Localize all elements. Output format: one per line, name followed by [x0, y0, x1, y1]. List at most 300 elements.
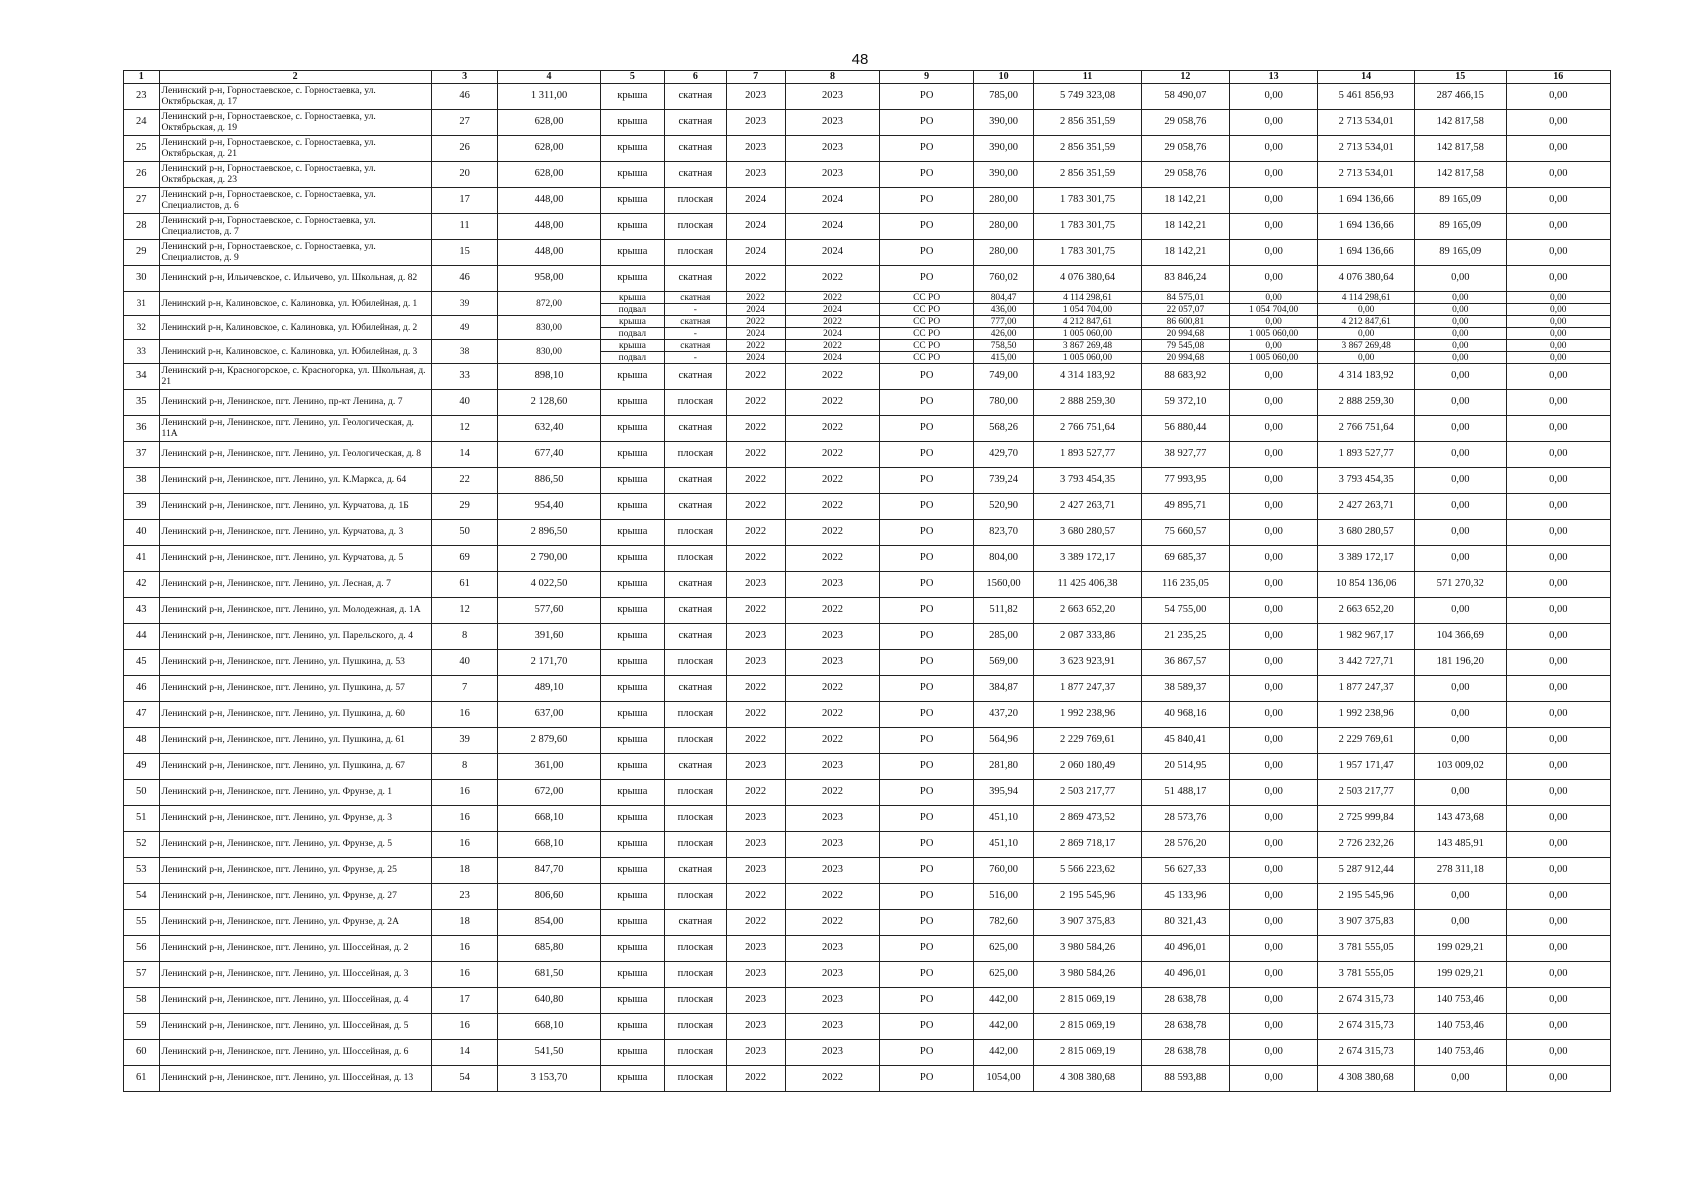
volume-cell: 804,47 [973, 292, 1033, 304]
year-end-cell: 2023 [785, 136, 880, 162]
year-start-cell: 2022 [726, 728, 785, 754]
year-end-cell: 2022 [785, 884, 880, 910]
table-row [124, 728, 1611, 754]
volume-cell: 823,70 [973, 520, 1033, 546]
fund-method-cell: РО [880, 110, 974, 136]
fund-method-cell: РО [880, 162, 974, 188]
year-end-cell: 2023 [785, 988, 880, 1014]
roof-type-cell: скатная [665, 910, 726, 936]
year-end-cell: 2024 [785, 188, 880, 214]
year-end-cell: 2022 [785, 442, 880, 468]
row-number-cell: 23 [124, 84, 160, 110]
fund-method-cell: РО [880, 546, 974, 572]
table-row [124, 624, 1611, 650]
year-start-cell: 2022 [726, 340, 785, 352]
table-row [124, 84, 1611, 110]
specific-cost-cell: 80 321,43 [1141, 910, 1229, 936]
budget-cell: 0,00 [1506, 780, 1610, 806]
specific-cost-cell: 49 895,71 [1141, 494, 1229, 520]
table-row [124, 572, 1611, 598]
volume-cell: 390,00 [973, 110, 1033, 136]
year-end-cell: 2022 [785, 416, 880, 442]
year-start-cell: 2023 [726, 162, 785, 188]
address-cell: Ленинский р-н, Ленинское, пгт. Ленино, ул. Пушкина, д. 67 [159, 754, 431, 780]
owner-funds-cell: 2 427 263,71 [1318, 494, 1415, 520]
roof-type-cell: плоская [665, 650, 726, 676]
owner-funds-cell: 2 195 545,96 [1318, 884, 1415, 910]
area-cell: 577,60 [498, 598, 600, 624]
element-cell: крыша [600, 884, 665, 910]
total-cost-cell: 3 623 923,91 [1034, 650, 1142, 676]
specific-cost-cell: 88 593,88 [1141, 1066, 1229, 1092]
volume-cell: 429,70 [973, 442, 1033, 468]
year-start-cell: 2022 [726, 702, 785, 728]
row-number-cell: 54 [124, 884, 160, 910]
address-cell: Ленинский р-н, Ленинское, пгт. Ленино, ул. Шоссейная, д. 5 [159, 1014, 431, 1040]
table-row [124, 962, 1611, 988]
total-cost-cell: 3 389 172,17 [1034, 546, 1142, 572]
year-end-cell: 2023 [785, 162, 880, 188]
fund-cell: 0,00 [1230, 1014, 1318, 1040]
fund-cell: 0,00 [1230, 728, 1318, 754]
budget-cell: 0,00 [1506, 1014, 1610, 1040]
specific-cost-cell: 58 490,07 [1141, 84, 1229, 110]
roof-type-cell: плоская [665, 1066, 726, 1092]
other-funds-cell: 199 029,21 [1415, 936, 1506, 962]
budget-cell: 0,00 [1506, 988, 1610, 1014]
owner-funds-cell: 0,00 [1318, 328, 1415, 340]
fund-method-cell: СС РО [880, 316, 974, 328]
address-cell: Ленинский р-н, Ленинское, пгт. Ленино, ул. Пушкина, д. 61 [159, 728, 431, 754]
roof-type-cell: плоская [665, 988, 726, 1014]
address-cell: Ленинский р-н, Горностаевское, с. Горностаевка, ул. Специалистов, д. 9 [159, 240, 431, 266]
other-funds-cell: 0,00 [1415, 352, 1506, 364]
volume-cell: 1560,00 [973, 572, 1033, 598]
year-start-cell: 2023 [726, 572, 785, 598]
table-row [124, 340, 1611, 352]
table-row [124, 162, 1611, 188]
other-funds-cell: 181 196,20 [1415, 650, 1506, 676]
roof-type-cell: скатная [665, 494, 726, 520]
area-cell: 391,60 [498, 624, 600, 650]
other-funds-cell: 0,00 [1415, 292, 1506, 304]
owner-funds-cell: 1 694 136,66 [1318, 188, 1415, 214]
element-cell: подвал [600, 304, 665, 316]
volume-cell: 426,00 [973, 328, 1033, 340]
row-number-cell: 40 [124, 520, 160, 546]
apartments-cell: 69 [431, 546, 498, 572]
other-funds-cell: 0,00 [1415, 416, 1506, 442]
fund-method-cell: РО [880, 884, 974, 910]
address-cell: Ленинский р-н, Ленинское, пгт. Ленино, ул. Фрунзе, д. 25 [159, 858, 431, 884]
budget-cell: 0,00 [1506, 962, 1610, 988]
area-cell: 448,00 [498, 214, 600, 240]
owner-funds-cell: 2 766 751,64 [1318, 416, 1415, 442]
address-cell: Ленинский р-н, Ленинское, пгт. Ленино, ул. Пушкина, д. 60 [159, 702, 431, 728]
fund-method-cell: РО [880, 572, 974, 598]
specific-cost-cell: 18 142,21 [1141, 214, 1229, 240]
address-cell: Ленинский р-н, Ильичевское, с. Ильичево, ул. Школьная, д. 82 [159, 266, 431, 292]
budget-cell: 0,00 [1506, 188, 1610, 214]
budget-cell: 0,00 [1506, 494, 1610, 520]
budget-cell: 0,00 [1506, 650, 1610, 676]
roof-type-cell: плоская [665, 780, 726, 806]
element-cell: крыша [600, 546, 665, 572]
element-cell: крыша [600, 754, 665, 780]
address-cell: Ленинский р-н, Ленинское, пгт. Ленино, ул. Геологическая, д. 11А [159, 416, 431, 442]
other-funds-cell: 287 466,15 [1415, 84, 1506, 110]
year-end-cell: 2023 [785, 624, 880, 650]
roof-type-cell: скатная [665, 676, 726, 702]
total-cost-cell: 1 005 060,00 [1034, 352, 1142, 364]
roof-type-cell: скатная [665, 754, 726, 780]
specific-cost-cell: 84 575,01 [1141, 292, 1229, 304]
column-number: 3 [431, 71, 498, 84]
total-cost-cell: 5 566 223,62 [1034, 858, 1142, 884]
table-row [124, 546, 1611, 572]
year-end-cell: 2022 [785, 546, 880, 572]
year-start-cell: 2022 [726, 494, 785, 520]
year-start-cell: 2022 [726, 292, 785, 304]
apartments-cell: 20 [431, 162, 498, 188]
fund-method-cell: РО [880, 468, 974, 494]
element-cell: крыша [600, 292, 665, 304]
total-cost-cell: 2 815 069,19 [1034, 1014, 1142, 1040]
year-end-cell: 2022 [785, 316, 880, 328]
volume-cell: 511,82 [973, 598, 1033, 624]
owner-funds-cell: 0,00 [1318, 352, 1415, 364]
year-start-cell: 2023 [726, 1040, 785, 1066]
specific-cost-cell: 40 968,16 [1141, 702, 1229, 728]
year-end-cell: 2022 [785, 702, 880, 728]
fund-method-cell: РО [880, 936, 974, 962]
other-funds-cell: 140 753,46 [1415, 988, 1506, 1014]
address-cell: Ленинский р-н, Горностаевское, с. Горностаевка, ул. Специалистов, д. 7 [159, 214, 431, 240]
roof-type-cell: скатная [665, 598, 726, 624]
other-funds-cell: 0,00 [1415, 304, 1506, 316]
area-cell: 672,00 [498, 780, 600, 806]
roof-type-cell: плоская [665, 962, 726, 988]
table-row [124, 936, 1611, 962]
element-cell: крыша [600, 468, 665, 494]
column-number: 14 [1318, 71, 1415, 84]
volume-cell: 280,00 [973, 214, 1033, 240]
roof-type-cell: - [665, 352, 726, 364]
apartments-cell: 46 [431, 266, 498, 292]
year-end-cell: 2023 [785, 84, 880, 110]
total-cost-cell: 4 212 847,61 [1034, 316, 1142, 328]
year-start-cell: 2022 [726, 598, 785, 624]
area-cell: 668,10 [498, 806, 600, 832]
table-row [124, 110, 1611, 136]
total-cost-cell: 2 869 718,17 [1034, 832, 1142, 858]
year-end-cell: 2023 [785, 572, 880, 598]
fund-method-cell: РО [880, 858, 974, 884]
year-start-cell: 2024 [726, 188, 785, 214]
volume-cell: 280,00 [973, 240, 1033, 266]
total-cost-cell: 3 980 584,26 [1034, 962, 1142, 988]
total-cost-cell: 1 783 301,75 [1034, 214, 1142, 240]
address-cell: Ленинский р-н, Ленинское, пгт. Ленино, ул. Пушкина, д. 53 [159, 650, 431, 676]
year-start-cell: 2023 [726, 1014, 785, 1040]
year-start-cell: 2024 [726, 352, 785, 364]
element-cell: крыша [600, 1066, 665, 1092]
owner-funds-cell: 3 781 555,05 [1318, 962, 1415, 988]
roof-type-cell: скатная [665, 162, 726, 188]
budget-cell: 0,00 [1506, 214, 1610, 240]
area-cell: 448,00 [498, 188, 600, 214]
budget-cell: 0,00 [1506, 520, 1610, 546]
year-start-cell: 2024 [726, 304, 785, 316]
year-start-cell: 2022 [726, 416, 785, 442]
total-cost-cell: 2 856 351,59 [1034, 110, 1142, 136]
owner-funds-cell: 10 854 136,06 [1318, 572, 1415, 598]
owner-funds-cell: 5 287 912,44 [1318, 858, 1415, 884]
other-funds-cell: 0,00 [1415, 676, 1506, 702]
column-number: 7 [726, 71, 785, 84]
volume-cell: 760,02 [973, 266, 1033, 292]
volume-cell: 568,26 [973, 416, 1033, 442]
column-number: 15 [1415, 71, 1506, 84]
element-cell: крыша [600, 240, 665, 266]
fund-cell: 0,00 [1230, 364, 1318, 390]
owner-funds-cell: 1 982 967,17 [1318, 624, 1415, 650]
specific-cost-cell: 40 496,01 [1141, 962, 1229, 988]
volume-cell: 442,00 [973, 988, 1033, 1014]
total-cost-cell: 4 314 183,92 [1034, 364, 1142, 390]
apartments-cell: 61 [431, 572, 498, 598]
year-end-cell: 2024 [785, 328, 880, 340]
fund-cell: 0,00 [1230, 598, 1318, 624]
fund-cell: 0,00 [1230, 162, 1318, 188]
budget-cell: 0,00 [1506, 702, 1610, 728]
address-cell: Ленинский р-н, Горностаевское, с. Горностаевка, ул. Специалистов, д. 6 [159, 188, 431, 214]
fund-cell: 0,00 [1230, 676, 1318, 702]
row-number-cell: 36 [124, 416, 160, 442]
table-row [124, 442, 1611, 468]
fund-method-cell: РО [880, 136, 974, 162]
fund-cell: 1 005 060,00 [1230, 328, 1318, 340]
year-end-cell: 2024 [785, 214, 880, 240]
fund-cell: 0,00 [1230, 754, 1318, 780]
area-cell: 4 022,50 [498, 572, 600, 598]
total-cost-cell: 1 992 238,96 [1034, 702, 1142, 728]
budget-cell: 0,00 [1506, 316, 1610, 328]
volume-cell: 564,96 [973, 728, 1033, 754]
apartments-cell: 50 [431, 520, 498, 546]
row-number-cell: 46 [124, 676, 160, 702]
specific-cost-cell: 69 685,37 [1141, 546, 1229, 572]
table-row [124, 468, 1611, 494]
table-row [124, 364, 1611, 390]
row-number-cell: 42 [124, 572, 160, 598]
volume-cell: 780,00 [973, 390, 1033, 416]
fund-cell: 0,00 [1230, 1066, 1318, 1092]
specific-cost-cell: 86 600,81 [1141, 316, 1229, 328]
volume-cell: 451,10 [973, 806, 1033, 832]
year-start-cell: 2022 [726, 442, 785, 468]
element-cell: крыша [600, 910, 665, 936]
volume-cell: 451,10 [973, 832, 1033, 858]
table-row [124, 780, 1611, 806]
other-funds-cell: 0,00 [1415, 468, 1506, 494]
fund-method-cell: СС РО [880, 292, 974, 304]
row-number-cell: 50 [124, 780, 160, 806]
fund-cell: 0,00 [1230, 806, 1318, 832]
fund-method-cell: РО [880, 84, 974, 110]
other-funds-cell: 278 311,18 [1415, 858, 1506, 884]
fund-cell: 0,00 [1230, 494, 1318, 520]
volume-cell: 739,24 [973, 468, 1033, 494]
fund-method-cell: РО [880, 624, 974, 650]
total-cost-cell: 2 503 217,77 [1034, 780, 1142, 806]
roof-type-cell: скатная [665, 416, 726, 442]
address-cell: Ленинский р-н, Горностаевское, с. Горностаевка, ул. Октябрьская, д. 21 [159, 136, 431, 162]
row-number-cell: 43 [124, 598, 160, 624]
address-cell: Ленинский р-н, Ленинское, пгт. Ленино, ул. Фрунзе, д. 27 [159, 884, 431, 910]
fund-cell: 0,00 [1230, 1040, 1318, 1066]
year-end-cell: 2022 [785, 520, 880, 546]
owner-funds-cell: 5 461 856,93 [1318, 84, 1415, 110]
total-cost-cell: 2 087 333,86 [1034, 624, 1142, 650]
roof-type-cell: плоская [665, 240, 726, 266]
specific-cost-cell: 88 683,92 [1141, 364, 1229, 390]
capital-repair-table [123, 70, 1611, 1092]
area-cell: 854,00 [498, 910, 600, 936]
row-number-cell: 45 [124, 650, 160, 676]
owner-funds-cell: 2 503 217,77 [1318, 780, 1415, 806]
volume-cell: 281,80 [973, 754, 1033, 780]
year-end-cell: 2022 [785, 266, 880, 292]
owner-funds-cell: 2 713 534,01 [1318, 162, 1415, 188]
budget-cell: 0,00 [1506, 832, 1610, 858]
address-cell: Ленинский р-н, Ленинское, пгт. Ленино, ул. Фрунзе, д. 2А [159, 910, 431, 936]
other-funds-cell: 0,00 [1415, 702, 1506, 728]
address-cell: Ленинский р-н, Калиновское, с. Калиновка, ул. Юбилейная, д. 2 [159, 316, 431, 340]
area-cell: 2 128,60 [498, 390, 600, 416]
row-number-cell: 38 [124, 468, 160, 494]
element-cell: крыша [600, 188, 665, 214]
element-cell: крыша [600, 84, 665, 110]
element-cell: крыша [600, 494, 665, 520]
specific-cost-cell: 45 133,96 [1141, 884, 1229, 910]
volume-cell: 437,20 [973, 702, 1033, 728]
fund-cell: 0,00 [1230, 240, 1318, 266]
row-number-cell: 35 [124, 390, 160, 416]
specific-cost-cell: 51 488,17 [1141, 780, 1229, 806]
area-cell: 830,00 [498, 340, 600, 364]
total-cost-cell: 2 663 652,20 [1034, 598, 1142, 624]
total-cost-cell: 2 229 769,61 [1034, 728, 1142, 754]
address-cell: Ленинский р-н, Ленинское, пгт. Ленино, ул. Шоссейная, д. 4 [159, 988, 431, 1014]
column-number: 1 [124, 71, 160, 84]
roof-type-cell: плоская [665, 188, 726, 214]
area-cell: 806,60 [498, 884, 600, 910]
roof-type-cell: плоская [665, 442, 726, 468]
row-number-cell: 27 [124, 188, 160, 214]
row-number-cell: 57 [124, 962, 160, 988]
apartments-cell: 38 [431, 340, 498, 364]
fund-cell: 0,00 [1230, 780, 1318, 806]
fund-method-cell: РО [880, 910, 974, 936]
fund-cell: 0,00 [1230, 110, 1318, 136]
area-cell: 847,70 [498, 858, 600, 884]
fund-method-cell: СС РО [880, 340, 974, 352]
element-cell: крыша [600, 572, 665, 598]
element-cell: крыша [600, 364, 665, 390]
year-start-cell: 2023 [726, 650, 785, 676]
volume-cell: 749,00 [973, 364, 1033, 390]
roof-type-cell: плоская [665, 936, 726, 962]
fund-cell: 0,00 [1230, 988, 1318, 1014]
year-start-cell: 2022 [726, 676, 785, 702]
fund-method-cell: РО [880, 266, 974, 292]
specific-cost-cell: 38 927,77 [1141, 442, 1229, 468]
year-end-cell: 2023 [785, 650, 880, 676]
volume-cell: 285,00 [973, 624, 1033, 650]
roof-type-cell: плоская [665, 1014, 726, 1040]
specific-cost-cell: 29 058,76 [1141, 110, 1229, 136]
total-cost-cell: 2 815 069,19 [1034, 988, 1142, 1014]
other-funds-cell: 0,00 [1415, 328, 1506, 340]
apartments-cell: 11 [431, 214, 498, 240]
table-row [124, 494, 1611, 520]
fund-cell: 0,00 [1230, 520, 1318, 546]
year-start-cell: 2022 [726, 520, 785, 546]
element-cell: крыша [600, 832, 665, 858]
year-end-cell: 2023 [785, 1040, 880, 1066]
year-start-cell: 2023 [726, 806, 785, 832]
specific-cost-cell: 45 840,41 [1141, 728, 1229, 754]
owner-funds-cell: 2 674 315,73 [1318, 1014, 1415, 1040]
table-row [124, 1014, 1611, 1040]
year-start-cell: 2022 [726, 316, 785, 328]
specific-cost-cell: 54 755,00 [1141, 598, 1229, 624]
year-start-cell: 2023 [726, 754, 785, 780]
fund-cell: 0,00 [1230, 136, 1318, 162]
fund-method-cell: РО [880, 650, 974, 676]
apartments-cell: 16 [431, 936, 498, 962]
owner-funds-cell: 1 877 247,37 [1318, 676, 1415, 702]
other-funds-cell: 0,00 [1415, 780, 1506, 806]
row-number-cell: 37 [124, 442, 160, 468]
volume-cell: 785,00 [973, 84, 1033, 110]
fund-method-cell: СС РО [880, 304, 974, 316]
owner-funds-cell: 0,00 [1318, 304, 1415, 316]
year-start-cell: 2024 [726, 240, 785, 266]
page-number: 48 [851, 51, 869, 68]
specific-cost-cell: 28 638,78 [1141, 1014, 1229, 1040]
address-cell: Ленинский р-н, Калиновское, с. Калиновка, ул. Юбилейная, д. 1 [159, 292, 431, 316]
row-number-cell: 55 [124, 910, 160, 936]
element-cell: крыша [600, 728, 665, 754]
apartments-cell: 16 [431, 780, 498, 806]
roof-type-cell: скатная [665, 364, 726, 390]
budget-cell: 0,00 [1506, 442, 1610, 468]
total-cost-cell: 2 888 259,30 [1034, 390, 1142, 416]
address-cell: Ленинский р-н, Калиновское, с. Калиновка, ул. Юбилейная, д. 3 [159, 340, 431, 364]
area-cell: 3 153,70 [498, 1066, 600, 1092]
specific-cost-cell: 21 235,25 [1141, 624, 1229, 650]
year-start-cell: 2022 [726, 1066, 785, 1092]
year-start-cell: 2023 [726, 858, 785, 884]
specific-cost-cell: 29 058,76 [1141, 162, 1229, 188]
apartments-cell: 17 [431, 188, 498, 214]
year-end-cell: 2022 [785, 468, 880, 494]
total-cost-cell: 2 815 069,19 [1034, 1040, 1142, 1066]
year-start-cell: 2022 [726, 546, 785, 572]
other-funds-cell: 0,00 [1415, 884, 1506, 910]
